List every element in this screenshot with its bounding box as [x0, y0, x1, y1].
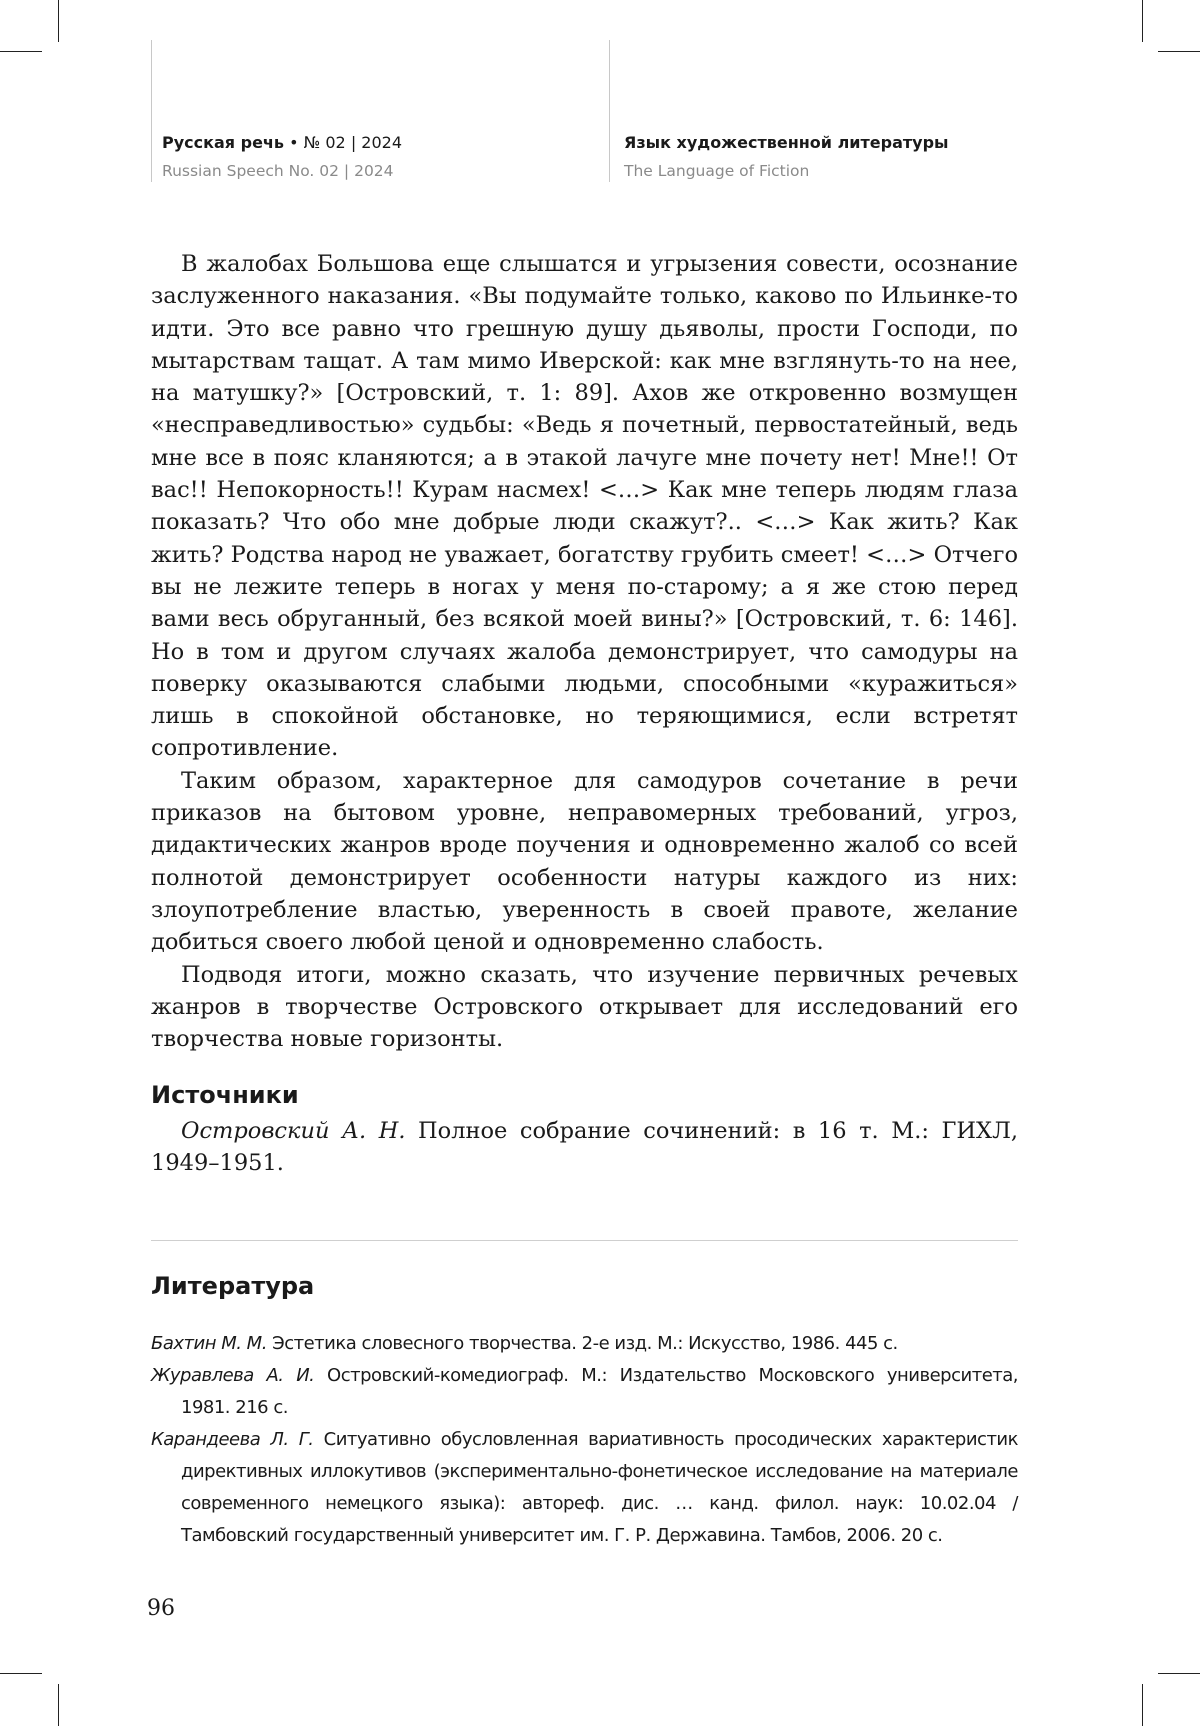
reference-entry [151, 1424, 1018, 1552]
body-paragraph: Таким образом, характерное для самодуров сочетание в речи приказов на бытовом уровне, неправомерных требований, угроз, дидактических жанров вроде поучения и одновременно жалоб со всей полнотой демонстрирует особенности натуры каждого из них: злоупотребление властью, уверенность в своей правоте, желание добиться своего любой ценой и одновременно слабость. [151, 767, 1018, 956]
header-rule-right [609, 40, 610, 182]
body-paragraph: Подводя итоги, можно сказать, что изучение первичных речевых жанров в творчестве Островского открывает для исследований его творчества новые горизонты. [151, 961, 1018, 1053]
body-paragraph: В жалобах Большова еще слышатся и угрызения совести, осознание заслуженного наказания. «Вы подумайте только, каково по Ильинке-то идти. Это все равно что грешную душу дьяволы, прости Господи, по мытарствам тащат. А там мимо Иверской: как мне взглянуть-то на нее, на матушку?» [Островский, т. 1: 89]. Ахов же откровенно возмущен «несправедливостью» судьбы: «Ведь я почетный, первостатейный, ведь мне все в пояс кланяются; а в этакой лачуге мне почету нет! Мне!! От вас!! Непокорность!! Курам насмех! <…> Как мне теперь людям глаза показать? Что обо мне добрые люди скажут?.. <…> Как жить? Как жить? Родства народ не уважает, богатству грубить смеет! <…> Отчего вы не лежите теперь в ногах у меня по-старому; а я же стою перед вами весь обруганный, без всякой моей вины?» [Островский, т. 6: 146]. Но в том и другом случаях жалоба демонстрирует, что самодуры на поверку оказываются слабыми людьми, способными «куражиться» лишь в спокойной обстановке, но теряющимися, если встретят сопротивление. [151, 251, 1018, 762]
section-title: Язык художественной литературы [624, 133, 949, 152]
journal-title: Русская речь [162, 133, 285, 152]
source-text: Полное собрание сочинений: в 16 т. М.: ГИХЛ, 1949–1951. [151, 1118, 1019, 1177]
header-rule-left [151, 40, 152, 182]
journal-title-en: Russian Speech No. 02 | 2024 [162, 162, 394, 180]
article-body [151, 248, 1018, 1055]
page-number: 96 [147, 1596, 175, 1621]
journal-issue: • № 02 | 2024 [284, 133, 403, 152]
crop-mark [58, 1684, 59, 1726]
reference-entry [151, 1360, 1018, 1424]
crop-mark [1142, 1684, 1143, 1726]
literature-list [151, 1328, 1018, 1552]
crop-mark [0, 1673, 42, 1674]
reference-text: Островский-комедиограф. М.: Издательство Московского университета, 1981. 216 с. [181, 1365, 1019, 1418]
reference-entry [151, 1328, 1018, 1360]
crop-mark [0, 51, 42, 52]
reference-author: Бахтин М. М. [151, 1333, 267, 1354]
crop-mark [1142, 0, 1143, 42]
literature-heading: Литература [151, 1272, 315, 1300]
header-journal [162, 133, 402, 181]
section-divider [151, 1240, 1018, 1241]
source-author: Островский А. Н. [181, 1118, 406, 1144]
crop-mark [1158, 1673, 1200, 1674]
reference-author: Журавлева А. И. [151, 1365, 315, 1386]
section-title-en: The Language of Fiction [624, 162, 810, 180]
sources-list [151, 1115, 1018, 1180]
crop-mark [1158, 51, 1200, 52]
reference-author: Карандеева Л. Г. [151, 1429, 314, 1450]
reference-text: Ситуативно обусловленная вариативность просодических характеристик директивных иллокутивов (экспериментально-фонетическое исследование на материале современного немецкого языка): автореф. дис. … канд. филол. наук: 10.02.04 / Тамбовский государственный университет им. Г. Р. Державина. Тамбов, 2006. 20 с. [181, 1429, 1018, 1546]
reference-text: Эстетика словесного творчества. 2-е изд. М.: Искусство, 1986. 445 с. [266, 1333, 898, 1354]
sources-heading: Источники [151, 1081, 299, 1109]
source-entry [151, 1115, 1018, 1180]
crop-mark [58, 0, 59, 42]
header-section [624, 133, 949, 181]
